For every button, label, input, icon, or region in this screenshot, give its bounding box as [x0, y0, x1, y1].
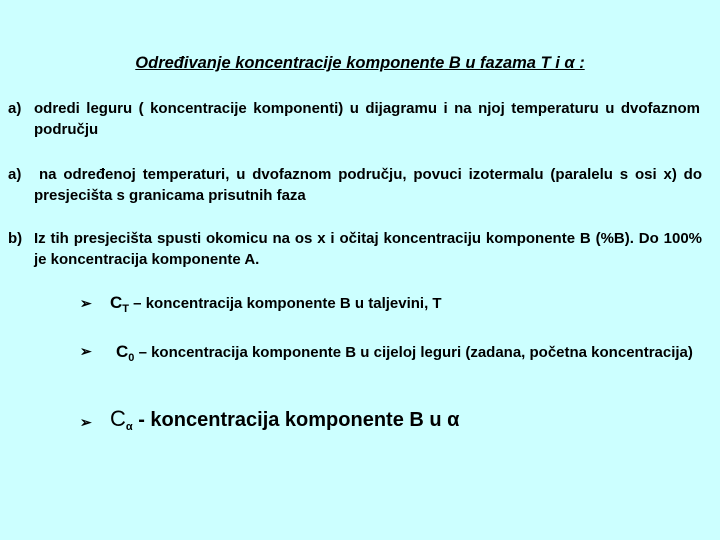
arrow-bullet-icon: ➢ — [80, 414, 92, 430]
symbol: C — [116, 342, 129, 361]
subscript: T — [122, 303, 130, 315]
bullet-text: - koncentracija komponente B u α — [132, 409, 460, 431]
step-text: Iz tih presjecišta spusti okomicu na os x i očitaj koncentraciju komponente B (%B). Do 100% je koncentracija komponente A. — [34, 230, 702, 268]
slide-title: Određivanje koncentracije komponente B u fazama T i α : — [135, 54, 585, 72]
arrow-bullet-icon: ➢ — [80, 343, 92, 359]
bullet-item — [110, 408, 710, 438]
step-text: na određenoj temperaturi, u dvofaznom području, povuci izotermalu (paralelu s osi x) do presjecišta s granicama prisutnih faza — [34, 166, 702, 204]
bullet-text: – koncentracija komponente B u taljevini, T — [129, 295, 442, 312]
step-label: a) — [8, 100, 22, 117]
step-label: a) — [8, 166, 22, 183]
symbol: C — [110, 293, 123, 312]
bullet-text: – koncentracija komponente B u cijeloj leguri (zadana, početna koncentracija) — [134, 344, 693, 361]
bullet-item — [110, 292, 710, 320]
subscript: α — [125, 421, 133, 433]
bullet-item — [106, 340, 708, 370]
symbol: C — [110, 406, 126, 431]
step-text: odredi leguru ( koncentracije komponenti) u dijagramu i na njoj temperaturu u dvofaznom području — [34, 100, 700, 138]
subscript: 0 — [128, 352, 135, 364]
step-label: b) — [8, 230, 23, 247]
arrow-bullet-icon: ➢ — [80, 295, 92, 311]
